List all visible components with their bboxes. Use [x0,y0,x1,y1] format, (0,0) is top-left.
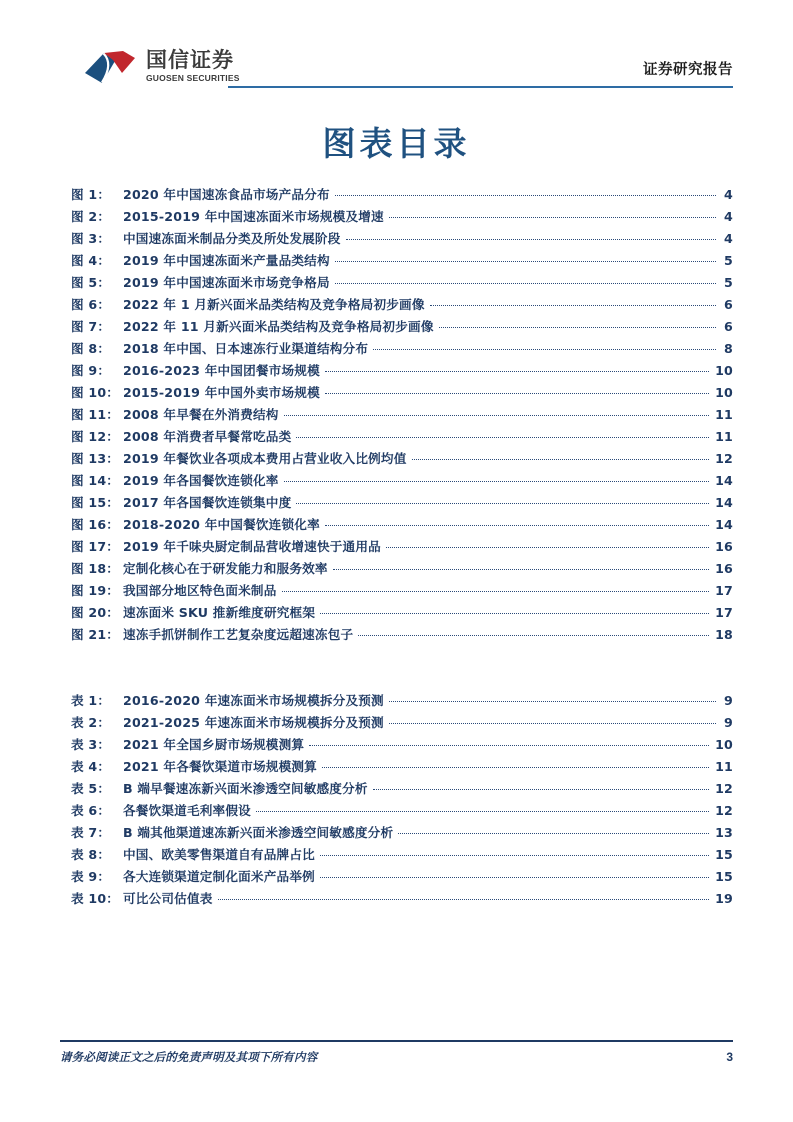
table-list-item[interactable] [71,712,733,734]
page-footer [60,1040,733,1065]
toc-entry-page: 11 [715,429,733,444]
toc-entry-label: 表 6： [71,803,111,818]
toc-entry-page: 5 [724,253,733,268]
toc-entry-page: 10 [715,363,733,378]
toc-leader-dots [439,327,716,328]
toc-leader-dots [398,833,709,834]
figure-list-item[interactable] [71,250,733,272]
toc-entry-title: 2020 年中国速冻食品市场产品分布 [123,187,330,202]
toc-entry-label: 表 4： [71,759,111,774]
toc-entry-title: 2022 年 1 月新兴面米品类结构及竞争格局初步画像 [123,297,425,312]
toc-leader-dots [322,767,709,768]
toc-entry-title: 2015-2019 年中国外卖市场规模 [123,385,320,400]
toc-entry-label: 表 5： [71,781,111,796]
toc-entry-page: 14 [715,517,733,532]
toc-leader-dots [282,591,710,592]
toc-entry-label: 图 15： [71,495,120,510]
logo-text-en: GUOSEN SECURITIES [146,73,240,84]
toc-entry-label: 表 9： [71,869,111,884]
toc-entry-title: 2019 年各国餐饮连锁化率 [123,473,279,488]
toc-leader-dots [320,855,709,856]
toc-entry-page: 8 [724,341,733,356]
table-list-item[interactable] [71,800,733,822]
toc-entry-page: 6 [724,297,733,312]
toc-entry-label: 图 1： [71,187,111,202]
logo-text-cn: 国信证券 [146,48,234,72]
footer-disclaimer: 请务必阅读正文之后的免责声明及其项下所有内容 [60,1049,318,1064]
toc-entry-title: 2022 年 11 月新兴面米品类结构及竞争格局初步画像 [123,319,434,334]
toc-entry-page: 14 [715,473,733,488]
toc-entry-title: 速冻手抓饼制作工艺复杂度远超速冻包子 [123,627,354,642]
toc-leader-dots [296,437,709,438]
table-list [71,690,733,910]
toc-entry-label: 表 10： [71,891,120,906]
footer-page-number: 3 [726,1049,733,1064]
toc-entry-label: 图 7： [71,319,111,334]
toc-leader-dots [256,811,709,812]
toc-entry-title: 2015-2019 年中国速冻面米市场规模及增速 [123,209,384,224]
table-list-item[interactable] [71,844,733,866]
toc-entry-label: 图 6： [71,297,111,312]
toc-entry-page: 15 [715,869,733,884]
toc-entry-title: 2016-2023 年中国团餐市场规模 [123,363,320,378]
report-type-label: 证券研究报告 [643,62,733,78]
toc-leader-dots [335,195,716,196]
toc-entry-label: 图 2： [71,209,111,224]
toc-leader-dots [412,459,710,460]
toc-entry-page: 18 [715,627,733,642]
table-of-contents [71,184,733,910]
toc-entry-label: 表 8： [71,847,111,862]
figure-list-item[interactable] [71,492,733,514]
toc-entry-title: 2021 年各餐饮渠道市场规模测算 [123,759,317,774]
toc-entry-label: 图 16： [71,517,120,532]
toc-entry-label: 图 13： [71,451,120,466]
toc-leader-dots [325,525,709,526]
toc-leader-dots [373,789,709,790]
toc-entry-title: 2017 年各国餐饮连锁集中度 [123,495,292,510]
toc-entry-label: 表 3： [71,737,111,752]
toc-entry-label: 表 1： [71,693,111,708]
toc-entry-page: 11 [715,759,733,774]
toc-entry-page: 6 [724,319,733,334]
toc-entry-page: 4 [724,231,733,246]
toc-leader-dots [430,305,716,306]
toc-entry-title: 2019 年餐饮业各项成本费用占营业收入比例均值 [123,451,407,466]
figure-list-item[interactable] [71,338,733,360]
brand-logo [82,48,240,87]
toc-entry-page: 16 [715,561,733,576]
toc-entry-label: 表 7： [71,825,111,840]
toc-entry-page: 12 [715,451,733,466]
toc-entry-page: 17 [715,583,733,598]
toc-entry-title: 2019 年中国速冻面米市场竞争格局 [123,275,330,290]
table-list-item[interactable] [71,888,733,910]
figure-list-item[interactable] [71,624,733,646]
table-list-item[interactable] [71,690,733,712]
figure-list-item[interactable] [71,316,733,338]
figure-list-item[interactable] [71,514,733,536]
page-title: 图表目录 [322,124,471,163]
toc-entry-page: 4 [724,209,733,224]
toc-entry-title: 2008 年早餐在外消费结构 [123,407,279,422]
toc-leader-dots [373,349,716,350]
toc-entry-title: 定制化核心在于研发能力和服务效率 [123,561,328,576]
toc-entry-title: 各餐饮渠道毛利率假设 [123,803,251,818]
toc-entry-label: 图 11： [71,407,120,422]
toc-entry-label: 图 12： [71,429,120,444]
toc-leader-dots [346,239,717,240]
toc-entry-title: 2016-2020 年速冻面米市场规模拆分及预测 [123,693,384,708]
toc-entry-page: 9 [724,715,733,730]
toc-entry-label: 图 4： [71,253,111,268]
figure-list-item[interactable] [71,272,733,294]
table-list-item[interactable] [71,734,733,756]
figure-list-item[interactable] [71,206,733,228]
toc-entry-title: 2021-2025 年速冻面米市场规模拆分及预测 [123,715,384,730]
toc-entry-title: B 端其他渠道速冻新兴面米渗透空间敏感度分析 [123,825,394,840]
toc-entry-title: B 端早餐速冻新兴面米渗透空间敏感度分析 [123,781,368,796]
toc-entry-label: 图 18： [71,561,120,576]
figure-list-item[interactable] [71,360,733,382]
toc-entry-page: 12 [715,781,733,796]
guosen-securities-logo-icon [82,49,138,87]
toc-leader-dots [389,701,716,702]
toc-entry-label: 图 21： [71,627,120,642]
figure-list-item[interactable] [71,470,733,492]
toc-leader-dots [284,481,709,482]
toc-entry-page: 4 [724,187,733,202]
toc-leader-dots [218,899,710,900]
toc-entry-page: 10 [715,737,733,752]
toc-entry-label: 图 14： [71,473,120,488]
toc-entry-label: 图 20： [71,605,120,620]
toc-leader-dots [333,569,709,570]
toc-entry-page: 13 [715,825,733,840]
toc-entry-label: 图 9： [71,363,111,378]
figure-list-item[interactable] [71,536,733,558]
toc-entry-label: 表 2： [71,715,111,730]
figure-list-item[interactable] [71,294,733,316]
table-list-item[interactable] [71,778,733,800]
toc-entry-title: 可比公司估值表 [123,891,213,906]
table-list-item[interactable] [71,756,733,778]
toc-leader-dots [335,261,716,262]
toc-entry-label: 图 3： [71,231,111,246]
toc-entry-page: 5 [724,275,733,290]
toc-entry-title: 2018-2020 年中国餐饮连锁化率 [123,517,320,532]
toc-leader-dots [386,547,709,548]
toc-entry-page: 14 [715,495,733,510]
toc-entry-label: 图 17： [71,539,120,554]
toc-leader-dots [309,745,709,746]
figure-list-item[interactable] [71,184,733,206]
toc-entry-label: 图 5： [71,275,111,290]
toc-leader-dots [358,635,709,636]
toc-leader-dots [335,283,716,284]
toc-entry-title: 2019 年中国速冻面米产量品类结构 [123,253,330,268]
toc-entry-title: 我国部分地区特色面米制品 [123,583,277,598]
toc-entry-page: 9 [724,693,733,708]
toc-entry-label: 图 19： [71,583,120,598]
figure-list-item[interactable] [71,404,733,426]
figure-list [71,184,733,646]
toc-entry-title: 2019 年千味央厨定制品营收增速快于通用品 [123,539,381,554]
toc-entry-title: 中国、欧美零售渠道自有品牌占比 [123,847,315,862]
table-list-item[interactable] [71,866,733,888]
toc-entry-title: 各大连锁渠道定制化面米产品举例 [123,869,315,884]
toc-entry-page: 15 [715,847,733,862]
toc-entry-page: 12 [715,803,733,818]
toc-entry-label: 图 10： [71,385,120,400]
toc-entry-page: 10 [715,385,733,400]
figure-list-item[interactable] [71,558,733,580]
toc-leader-dots [325,371,709,372]
toc-leader-dots [296,503,709,504]
toc-leader-dots [325,393,709,394]
header-divider [228,86,733,88]
toc-leader-dots [389,723,716,724]
toc-entry-page: 19 [715,891,733,906]
toc-entry-title: 2018 年中国、日本速冻行业渠道结构分布 [123,341,369,356]
toc-leader-dots [389,217,716,218]
table-list-item[interactable] [71,822,733,844]
toc-entry-page: 16 [715,539,733,554]
toc-entry-page: 17 [715,605,733,620]
toc-leader-dots [320,613,709,614]
figure-list-item[interactable] [71,382,733,404]
figure-list-item[interactable] [71,426,733,448]
figure-list-item[interactable] [71,580,733,602]
toc-entry-page: 11 [715,407,733,422]
toc-entry-title: 2008 年消费者早餐常吃品类 [123,429,292,444]
toc-leader-dots [320,877,709,878]
toc-entry-title: 速冻面米 SKU 推新维度研究框架 [123,605,316,620]
toc-leader-dots [284,415,709,416]
figure-list-item[interactable] [71,602,733,624]
toc-entry-label: 图 8： [71,341,111,356]
figure-list-item[interactable] [71,448,733,470]
page-header [0,0,793,100]
toc-entry-title: 中国速冻面米制品分类及所处发展阶段 [123,231,341,246]
toc-entry-title: 2021 年全国乡厨市场规模测算 [123,737,305,752]
figure-list-item[interactable] [71,228,733,250]
